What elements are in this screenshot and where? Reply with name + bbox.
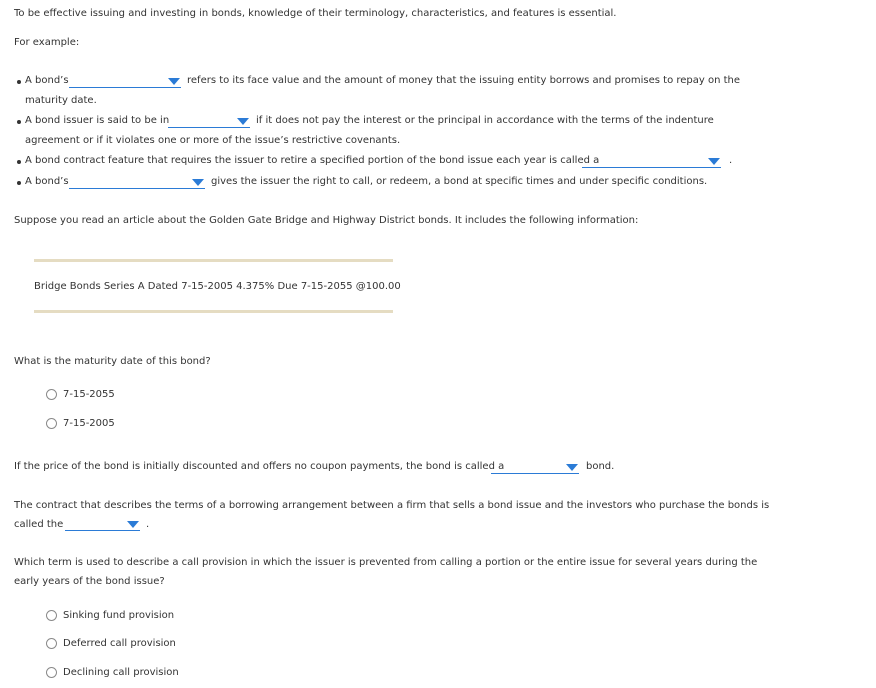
radio-maturity-2005[interactable] (46, 418, 57, 429)
suppose-text: Suppose you read an article about the Golden Gate Bridge and Highway District bonds. It includes the following information: (14, 215, 639, 226)
sinking-fund-dropdown[interactable] (582, 155, 721, 168)
bullet2-text-end: if it does not pay the interest or the principal in accordance with the terms of the indenture (256, 115, 714, 126)
bond-info-text: Bridge Bonds Series A Dated 7-15-2005 4.375% Due 7-15-2055 @100.00 (34, 281, 401, 292)
bullet-marker (17, 160, 21, 164)
default-dropdown[interactable] (168, 115, 250, 128)
chevron-down-icon (708, 158, 720, 165)
chevron-down-icon (566, 464, 578, 471)
bullet1-text-start: A bond’s (25, 75, 69, 86)
indenture-dropdown[interactable] (65, 518, 140, 531)
option-label[interactable]: Sinking fund provision (63, 610, 175, 621)
zero-coupon-dropdown[interactable] (491, 461, 579, 474)
option-label[interactable]: 7-15-2055 (63, 389, 115, 400)
indenture-period: . (146, 519, 150, 530)
divider-top (34, 259, 393, 262)
bullet-marker (17, 80, 21, 84)
bullet-marker (17, 181, 21, 185)
bullet1-text-end: refers to its face value and the amount of money that the issuing entity borrows and promises to repay on the (187, 75, 741, 86)
bullet2-text-wrap: agreement or if it violates one or more of the issue’s restrictive covenants. (25, 135, 401, 146)
zero-coupon-text-end: bond. (586, 461, 615, 472)
radio-maturity-2055[interactable] (46, 389, 57, 400)
radio-deferred-call[interactable] (46, 638, 57, 649)
chevron-down-icon (192, 179, 204, 186)
chevron-down-icon (237, 118, 249, 125)
bullet3-period: . (729, 155, 733, 166)
radio-sinking-fund[interactable] (46, 610, 57, 621)
bullet3-text: A bond contract feature that requires the issuer to retire a specified portion of the bond issue each year is called a (25, 155, 600, 166)
maturity-question: What is the maturity date of this bond? (14, 356, 211, 367)
bullet4-text-end: gives the issuer the right to call, or redeem, a bond at specific times and under specific conditions. (211, 176, 708, 187)
bullet-marker (17, 120, 21, 124)
option-label[interactable]: Declining call provision (63, 667, 179, 678)
bullet2-text-start: A bond issuer is said to be in (25, 115, 170, 126)
zero-coupon-text-start: If the price of the bond is initially discounted and offers no coupon payments, the bond is called a (14, 461, 505, 472)
call-question-line2: early years of the bond issue? (14, 576, 165, 587)
intro-text: To be effective issuing and investing in bonds, knowledge of their terminology, characteristics, and features is essential. (14, 8, 617, 19)
option-label[interactable]: 7-15-2005 (63, 418, 115, 429)
option-label[interactable]: Deferred call provision (63, 638, 176, 649)
divider-bottom (34, 310, 393, 313)
radio-declining-call[interactable] (46, 667, 57, 678)
indenture-text-line1: The contract that describes the terms of a borrowing arrangement between a firm that sells a bond issue and the investors who purchase the bonds is (14, 500, 770, 511)
bullet1-text-wrap: maturity date. (25, 95, 97, 106)
for-example-label: For example: (14, 37, 80, 48)
chevron-down-icon (168, 78, 180, 85)
indenture-text-line2: called the (14, 519, 64, 530)
chevron-down-icon (127, 521, 139, 528)
call-provision-dropdown[interactable] (69, 176, 205, 189)
call-question-line1: Which term is used to describe a call provision in which the issuer is prevented from calling a portion or the entire issue for several years during the (14, 557, 758, 568)
face-value-dropdown[interactable] (69, 75, 181, 88)
bullet4-text-start: A bond’s (25, 176, 69, 187)
